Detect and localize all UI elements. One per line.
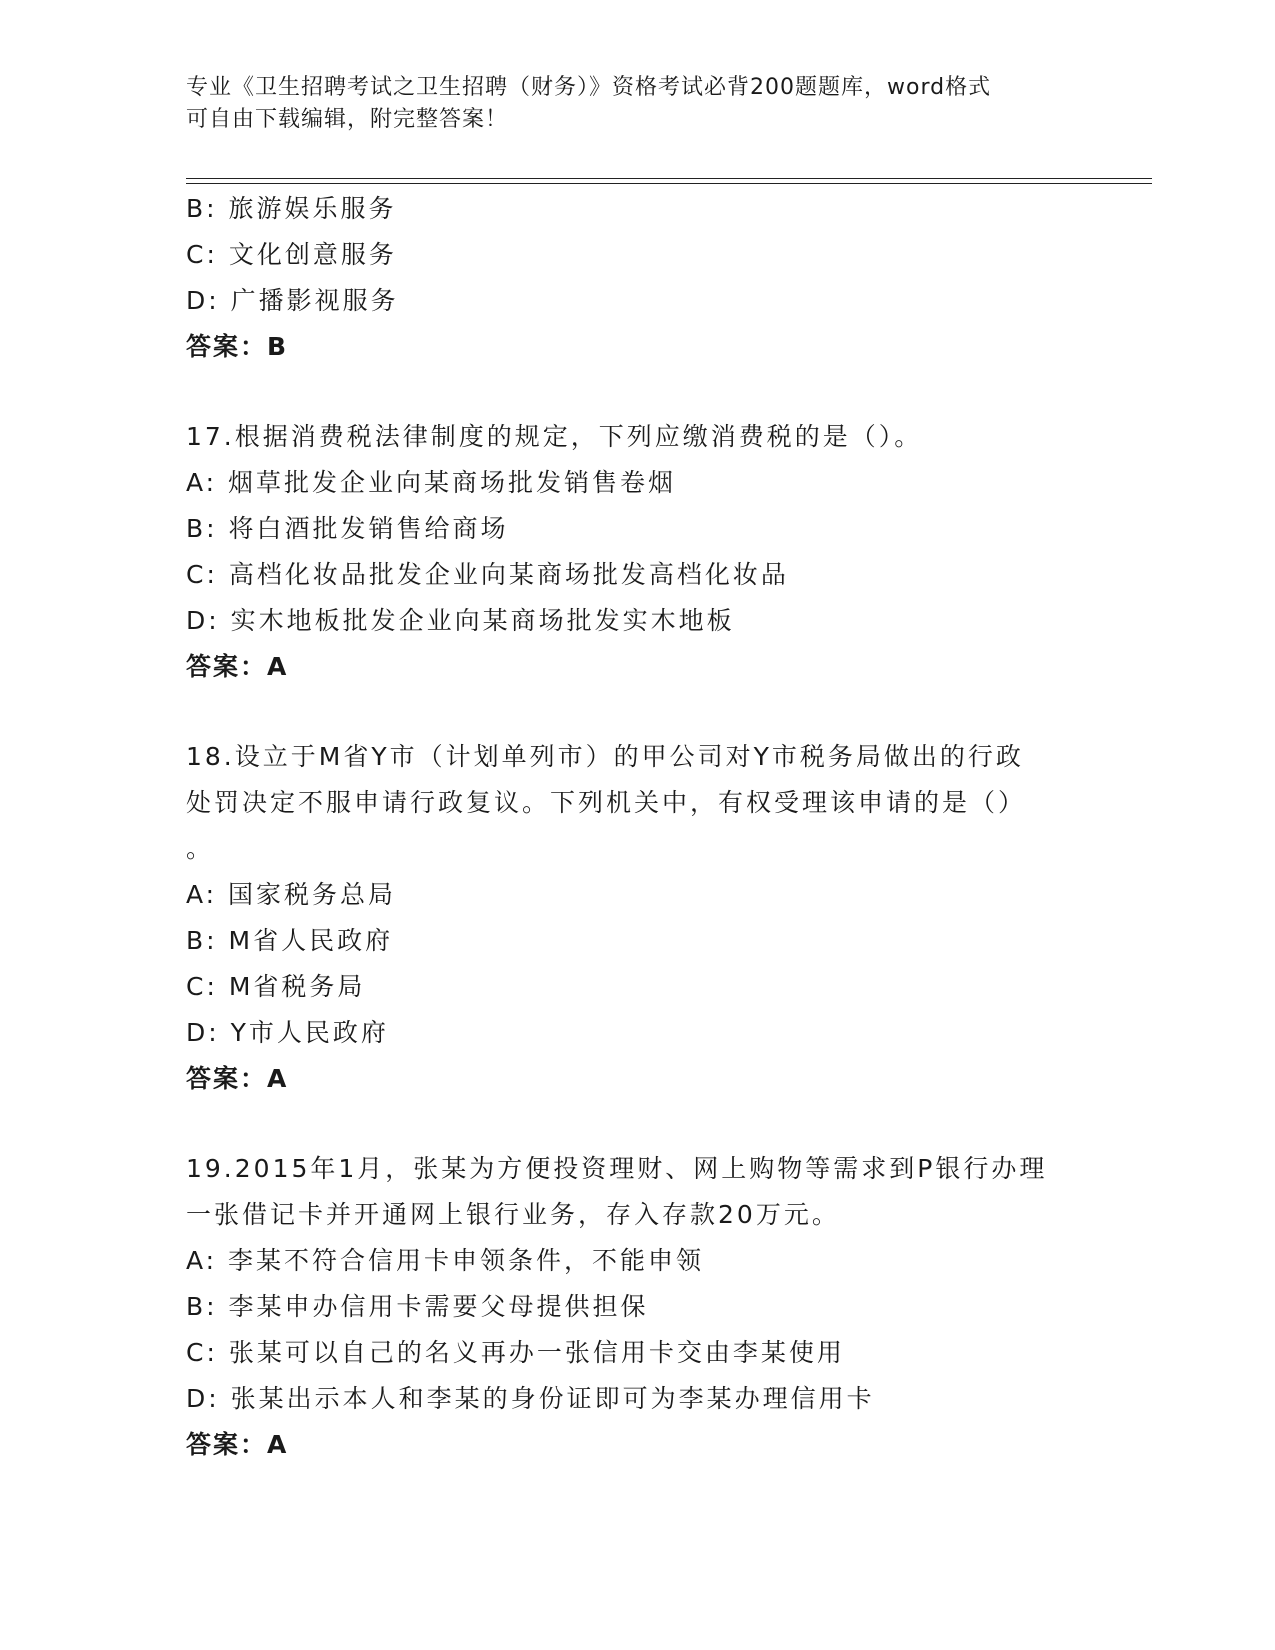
header-line-1: 专业《卫生招聘考试之卫生招聘（财务）》资格考试必背200题题库，word格式 [186, 75, 992, 100]
option-d: D: Y市人民政府 [186, 1018, 389, 1047]
option-c: C: 文化创意服务 [186, 240, 397, 269]
answer: 答案：B [186, 332, 289, 361]
option-b: B: 李某申办信用卡需要父母提供担保 [186, 1292, 649, 1321]
spacer [186, 690, 1086, 734]
header-line-2: 可自由下载编辑，附完整答案！ [186, 107, 509, 132]
option-d: D: 实木地板批发企业向某商场批发实木地板 [186, 606, 735, 635]
page-header [186, 72, 1086, 136]
question-19 [186, 1146, 1086, 1468]
answer: 答案：A [186, 1064, 289, 1093]
question-stem-line-1: 18.设立于M省Y市（计划单列市）的甲公司对Y市税务局做出的行政 [186, 742, 1024, 771]
question-16-continuation [186, 186, 1086, 370]
option-c: C: M省税务局 [186, 972, 366, 1001]
option-a: A: 烟草批发企业向某商场批发销售卷烟 [186, 468, 677, 497]
question-stem-line-2: 处罚决定不服申请行政复议。下列机关中，有权受理该申请的是（） [186, 788, 1027, 817]
question-18 [186, 734, 1086, 1102]
spacer [186, 1102, 1086, 1146]
question-17 [186, 414, 1086, 690]
option-a: A: 李某不符合信用卡申领条件，不能申领 [186, 1246, 705, 1275]
header-divider [186, 178, 1152, 184]
option-b: B: 旅游娱乐服务 [186, 194, 397, 223]
option-c: C: 高档化妆品批发企业向某商场批发高档化妆品 [186, 560, 789, 589]
option-d: D: 张某出示本人和李某的身份证即可为李某办理信用卡 [186, 1384, 875, 1413]
document-body [186, 186, 1086, 1468]
option-c: C: 张某可以自己的名义再办一张信用卡交由李某使用 [186, 1338, 845, 1367]
spacer [186, 370, 1086, 414]
question-stem-line-2: 一张借记卡并开通网上银行业务，存入存款20万元。 [186, 1200, 840, 1229]
question-stem: 17.根据消费税法律制度的规定，下列应缴消费税的是（）。 [186, 422, 923, 451]
option-d: D: 广播影视服务 [186, 286, 399, 315]
option-a: A: 国家税务总局 [186, 880, 397, 909]
option-b: B: 将白酒批发销售给商场 [186, 514, 509, 543]
answer: 答案：A [186, 1430, 289, 1459]
option-b: B: M省人民政府 [186, 926, 394, 955]
question-stem-line-3: 。 [186, 834, 215, 863]
question-stem-line-1: 19.2015年1月，张某为方便投资理财、网上购物等需求到P银行办理 [186, 1154, 1048, 1183]
answer: 答案：A [186, 652, 289, 681]
